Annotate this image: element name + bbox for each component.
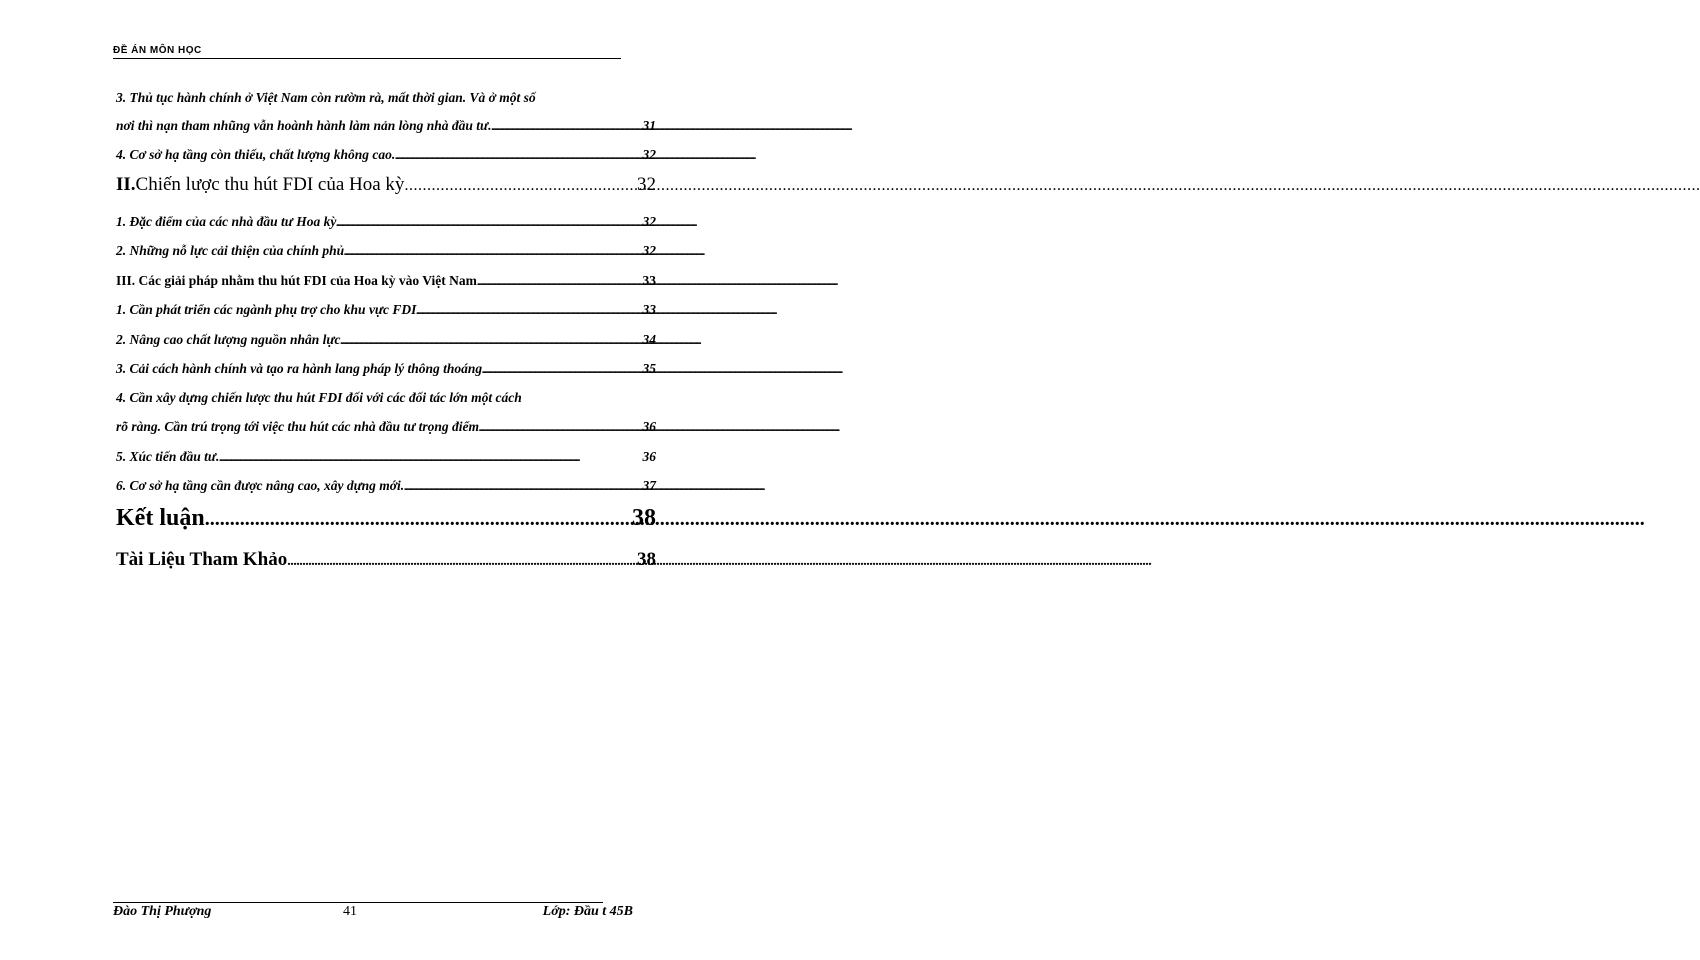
- toc-page-number: 32: [642, 243, 656, 258]
- toc-item-label: 1. Cần phát triển các ngành phụ trợ cho khu vực FDI: [116, 302, 417, 317]
- dot-leader: [477, 276, 643, 288]
- toc-item-3-line1: 3. Thủ tục hành chính ở Việt Nam còn rườm rà, mất thời gian. Và ở một số: [116, 90, 536, 105]
- toc-item-label: 2. Nâng cao chất lượng nguồn nhân lực: [116, 332, 341, 347]
- page-header: ĐỀ ÁN MÔN HỌC: [113, 44, 621, 59]
- footer-class: Lớp: Đầu t 45B: [542, 904, 633, 919]
- dot-leader: [344, 246, 642, 258]
- toc-item-3-3[interactable]: [116, 361, 656, 377]
- dot-leader: [416, 305, 642, 317]
- toc-page-number: 38: [632, 505, 656, 531]
- dot-leader: [219, 452, 642, 464]
- footer-divider: [113, 902, 603, 903]
- dot-leader: [205, 508, 632, 531]
- toc-page-number: 31: [642, 118, 656, 133]
- dot-leader: [287, 554, 621, 570]
- toc-item-3[interactable]: [116, 118, 656, 134]
- toc-page-number: 32: [637, 174, 656, 195]
- toc-page-number: 33: [642, 273, 656, 288]
- toc-item-label: 6. Cơ sở hạ tầng cần được nâng cao, xây dựng mới.: [116, 478, 405, 493]
- toc-section-title: Tài Liệu Tham Khảo: [116, 549, 288, 570]
- toc-page-number: 32: [642, 147, 656, 162]
- toc-section-label: [116, 174, 404, 196]
- toc-item-label: 2. Những nỗ lực cải thiện của chính phủ: [116, 243, 345, 258]
- dot-leader: [340, 335, 642, 347]
- toc-item-3-4[interactable]: [116, 419, 656, 435]
- toc-item-3-2[interactable]: [116, 332, 656, 348]
- toc-section-2[interactable]: [116, 174, 656, 196]
- toc-references[interactable]: [116, 549, 656, 571]
- document-page: [0, 0, 700, 960]
- toc-item-label: 4. Cơ sở hạ tầng còn thiếu, chất lượng không cao.: [116, 147, 396, 162]
- dot-leader: [482, 364, 642, 376]
- dot-leader: [404, 481, 642, 493]
- toc-section-title: III. Các giải pháp nhằm thu hút FDI của Hoa kỳ vào Việt Nam: [116, 273, 477, 288]
- dot-leader: [336, 217, 642, 229]
- toc-page-number: 32: [642, 214, 656, 229]
- dot-leader: [404, 177, 637, 195]
- toc-item-3-4-line2: rõ ràng. Cần trú trọng tới việc thu hút các nhà đầu tư trọng điểm: [116, 419, 480, 434]
- toc-item-3-1[interactable]: [116, 302, 656, 318]
- page-footer: [113, 905, 633, 919]
- toc-page-number: 34: [642, 332, 656, 347]
- toc-page-number: 33: [642, 302, 656, 317]
- toc-item-label: 5. Xúc tiến đầu tư.: [116, 449, 220, 464]
- toc-page-number: 36: [642, 449, 656, 464]
- toc-item-3-4-line1: 4. Cần xây dựng chiến lược thu hút FDI đối với các đối tác lớn một cách: [116, 390, 522, 405]
- toc-item-label: 3. Cải cách hành chính và tạo ra hành lang pháp lý thông thoáng: [116, 361, 483, 376]
- toc-page-number: 38: [637, 549, 656, 570]
- roman-numeral: II.: [116, 174, 136, 195]
- toc-page-number: 37: [642, 478, 656, 493]
- toc-item-2-1[interactable]: [116, 214, 656, 230]
- dot-leader: [492, 121, 643, 133]
- toc-page-number: 36: [642, 419, 656, 434]
- dot-leader: [395, 150, 642, 162]
- footer-page-number: 41: [343, 904, 357, 919]
- toc-section-3[interactable]: [116, 273, 656, 289]
- footer-author: Đào Thị Phượng: [113, 904, 212, 919]
- toc-section-title: Kết luận: [116, 505, 205, 531]
- toc-section-title: Chiến lược thu hút FDI của Hoa kỳ: [135, 174, 405, 195]
- toc-item-3-5[interactable]: [116, 449, 656, 465]
- toc-conclusion[interactable]: [116, 505, 656, 532]
- toc-item-3-line2: nơi thì nạn tham nhũng vẫn hoành hành làm nản lòng nhà đầu tư.: [116, 118, 492, 133]
- toc-page-number: 35: [642, 361, 656, 376]
- toc-item-2-2[interactable]: [116, 243, 656, 259]
- dot-leader: [479, 422, 642, 434]
- toc-item-label: 1. Đặc điểm của các nhà đầu tư Hoa kỳ: [116, 214, 337, 229]
- toc-item-4[interactable]: [116, 147, 656, 163]
- toc-item-3-6[interactable]: [116, 478, 656, 494]
